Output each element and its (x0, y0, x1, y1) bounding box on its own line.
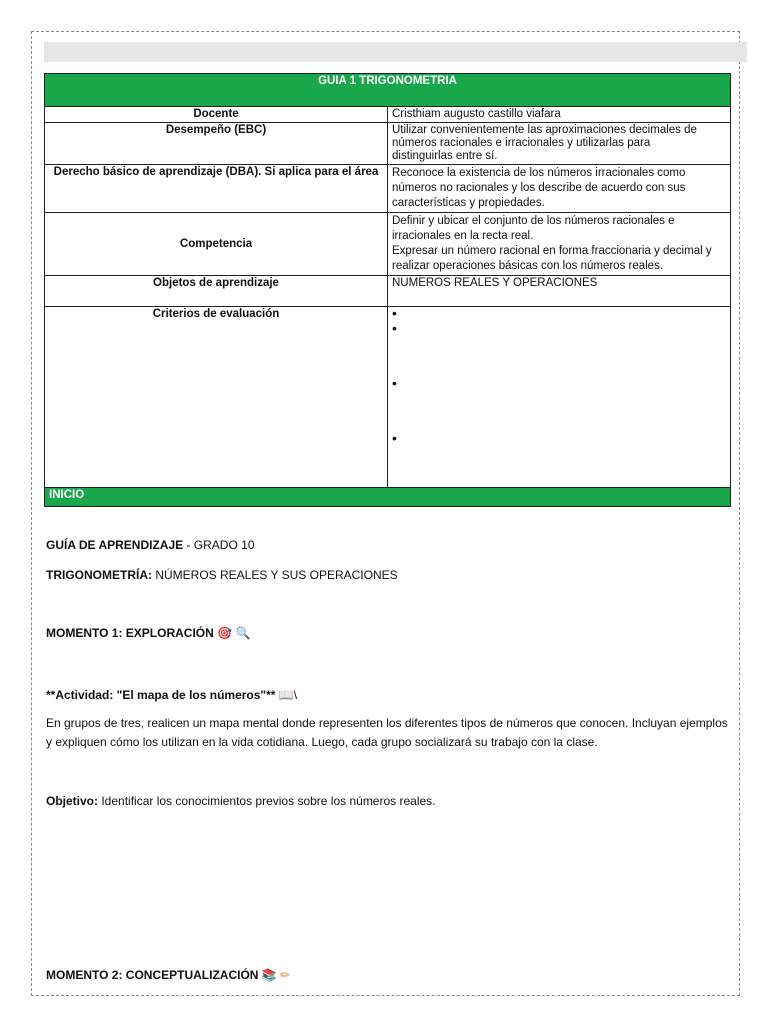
row-label-criterios: Criterios de evaluación (45, 307, 388, 488)
row-value-dba: Reconoce la existencia de los números irracionales como números no racionales y los describe de acuerdo con sus características y propiedades. (388, 165, 731, 213)
header-band (44, 42, 747, 62)
open-book-icon: 📖 (278, 688, 294, 702)
row-value-docente: Cristhiam augusto castillo viafara (388, 107, 731, 123)
table-row (45, 165, 731, 213)
table-row (45, 307, 731, 488)
row-label-competencia: Competencia (45, 213, 388, 276)
list-item (392, 308, 726, 323)
objective-line: Objetivo: Identificar los conocimientos previos sobre los números reales. (46, 794, 436, 808)
magnifier-icon: 🔍 (235, 626, 251, 640)
activity-paragraph: En grupos de tres, realicen un mapa mental donde representen los diferentes tipos de números que conocen. Incluyan ejemplos y expliquen cómo los utilizan en la vida cotidiana. Luego, cada grupo socializará su trabajo con la clase. (46, 716, 728, 749)
target-icon: 🎯 (217, 626, 233, 640)
list-item (392, 433, 726, 448)
row-label-desempeno: Desempeño (EBC) (45, 123, 388, 165)
row-value-criterios (388, 307, 731, 488)
list-item (392, 323, 726, 338)
moment1-heading: MOMENTO 1: EXPLORACIÓN 🎯 🔍 (46, 626, 251, 640)
row-label-objetos: Objetos de aprendizaje (45, 276, 388, 307)
criteria-list (392, 308, 726, 448)
row-label-docente: Docente (45, 107, 388, 123)
moment2-heading: MOMENTO 2: CONCEPTUALIZACIÓN 📚 ✏ (46, 968, 291, 982)
table-row (45, 107, 731, 123)
row-label-dba: Derecho básico de aprendizaje (DBA). Si aplica para el área (45, 165, 388, 213)
table-row (45, 123, 731, 165)
row-value-objetos: NUMEROS REALES Y OPERACIONES (388, 276, 731, 307)
guide-table (44, 73, 731, 507)
row-value-desempeno: Utilizar convenientemente las aproximaciones decimales de números racionales e irracionales y utilizarlas para distinguirlas entre sí. (388, 123, 731, 165)
table-row (45, 213, 731, 276)
table-row (45, 276, 731, 307)
inicio-bar: INICIO (45, 488, 731, 507)
topic-heading: TRIGONOMETRÍA: NÚMEROS REALES Y SUS OPERACIONES (46, 568, 398, 582)
pencil-icon: ✏ (280, 968, 291, 982)
list-item (392, 378, 726, 393)
guide-heading: GUÍA DE APRENDIZAJE - GRADO 10 (46, 538, 255, 552)
table-title: GUIA 1 TRIGONOMETRIA (45, 74, 731, 107)
row-value-competencia: Definir y ubicar el conjunto de los números racionales e irracionales en la recta real. Expresar un número racional en forma fraccionaria y decimal y realizar operaciones básicas con los números reales. (388, 213, 731, 276)
activity-heading: **Actividad: "El mapa de los números"** 📖\ (46, 688, 298, 702)
books-icon: 📚 (261, 968, 277, 982)
